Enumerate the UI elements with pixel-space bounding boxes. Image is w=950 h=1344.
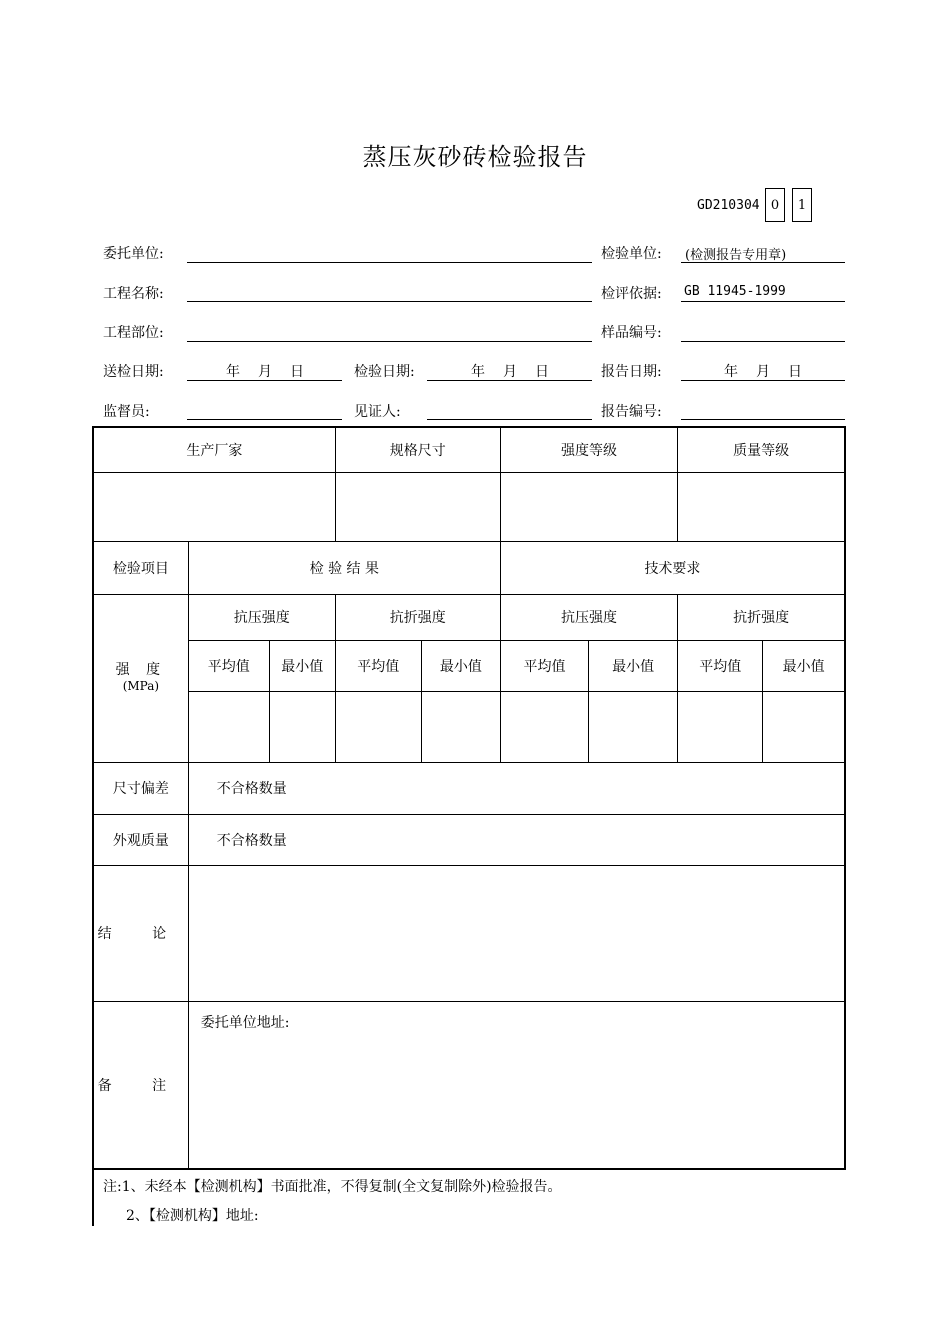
strength-unit: (MPa) (122, 679, 160, 693)
form-code-box-1: 0 (765, 188, 785, 222)
req-compressive-min-cell[interactable] (589, 691, 678, 762)
result-compressive-header: 抗压强度 (188, 594, 335, 640)
basis-value: GB 11945-1999 (684, 284, 786, 299)
result-flexural-header: 抗折强度 (335, 594, 500, 640)
strength-label: 强 度 (115, 662, 167, 678)
send-date-month: 月 (258, 364, 272, 380)
inspection-unit-field[interactable] (681, 262, 845, 263)
sample-no-label: 样品编号: (601, 325, 662, 341)
report-no-label: 报告编号: (601, 404, 662, 420)
footnote-2: 2、【检测机构】地址: (126, 1208, 259, 1224)
test-item-header: 检验项目 (93, 541, 188, 594)
witness-field[interactable] (427, 419, 592, 420)
report-date-field[interactable] (681, 380, 845, 381)
strength-grade-cell[interactable] (500, 472, 677, 541)
req-flexural-header: 抗折强度 (678, 594, 845, 640)
req-compressive-avg-header: 平均值 (500, 640, 588, 691)
form-code-prefix: GD210304 (697, 198, 760, 213)
result-flexural-min-cell[interactable] (421, 691, 500, 762)
manufacturer-cell[interactable] (93, 472, 335, 541)
witness-label: 见证人: (354, 404, 401, 420)
remarks-cell[interactable] (188, 1001, 845, 1169)
result-flexural-avg-cell[interactable] (335, 691, 421, 762)
supervisor-label: 监督员: (103, 404, 150, 420)
footnote-1: 注:1、未经本【检测机构】书面批准，不得复制(全文复制除外)检验报告。 (103, 1179, 562, 1195)
inspection-unit-value: (检测报告专用章) (685, 248, 787, 263)
footnote-margin-line (92, 1170, 94, 1226)
client-address-label: 委托单位地址: (200, 1014, 290, 1031)
report-date-month: 月 (756, 364, 770, 380)
supervisor-field[interactable] (187, 419, 342, 420)
basis-label: 检评依据: (601, 286, 662, 302)
result-compressive-avg-cell[interactable] (188, 691, 269, 762)
report-date-year: 年 (724, 364, 738, 380)
req-flexural-avg-cell[interactable] (678, 691, 763, 762)
send-date-label: 送检日期: (103, 364, 164, 380)
spec-size-cell[interactable] (335, 472, 500, 541)
client-field[interactable] (187, 262, 592, 263)
req-flexural-avg-header: 平均值 (678, 640, 763, 691)
test-result-header: 检 验 结 果 (188, 541, 500, 594)
client-label: 委托单位: (103, 246, 164, 262)
project-part-label: 工程部位: (103, 325, 164, 341)
report-date-label: 报告日期: (601, 364, 662, 380)
page-title: 蒸压灰砂砖检验报告 (362, 143, 588, 171)
inspect-date-label: 检验日期: (354, 364, 415, 380)
spec-size-header: 规格尺寸 (335, 427, 500, 472)
appearance-unqualified-cell[interactable]: 不合格数量 (188, 814, 845, 865)
inspect-date-field[interactable] (427, 380, 592, 381)
result-flexural-avg-header: 平均值 (335, 640, 421, 691)
project-name-field[interactable] (187, 301, 592, 302)
send-date-day: 日 (290, 364, 304, 380)
send-date-year: 年 (226, 364, 240, 380)
inspect-date-day: 日 (535, 364, 549, 380)
project-name-label: 工程名称: (103, 286, 164, 302)
inspection-unit-label: 检验单位: (601, 246, 662, 262)
result-compressive-avg-header: 平均值 (188, 640, 269, 691)
report-table (92, 426, 846, 1170)
result-compressive-min-header: 最小值 (269, 640, 335, 691)
req-compressive-avg-cell[interactable] (500, 691, 588, 762)
inspect-date-month: 月 (503, 364, 517, 380)
appearance-quality-label: 外观质量 (93, 814, 188, 865)
strength-row-label (93, 594, 188, 762)
dimension-deviation-label: 尺寸偏差 (93, 762, 188, 814)
remarks-label: 备 注 (93, 1001, 188, 1169)
result-flexural-min-header: 最小值 (421, 640, 500, 691)
project-part-field[interactable] (187, 341, 592, 342)
send-date-field[interactable] (187, 380, 342, 381)
req-flexural-min-header: 最小值 (763, 640, 845, 691)
quality-grade-cell[interactable] (678, 472, 845, 541)
report-date-day: 日 (788, 364, 802, 380)
dimension-unqualified-cell[interactable]: 不合格数量 (188, 762, 845, 814)
result-compressive-min-cell[interactable] (269, 691, 335, 762)
sample-no-field[interactable] (681, 341, 845, 342)
conclusion-label: 结 论 (93, 865, 188, 1001)
req-flexural-min-cell[interactable] (763, 691, 845, 762)
basis-field[interactable] (681, 301, 845, 302)
tech-requirement-header: 技术要求 (500, 541, 845, 594)
manufacturer-header: 生产厂家 (93, 427, 335, 472)
req-compressive-header: 抗压强度 (500, 594, 677, 640)
req-compressive-min-header: 最小值 (589, 640, 678, 691)
quality-grade-header: 质量等级 (678, 427, 845, 472)
form-code-box-2: 1 (792, 188, 812, 222)
inspect-date-year: 年 (471, 364, 485, 380)
strength-grade-header: 强度等级 (500, 427, 677, 472)
conclusion-cell[interactable] (188, 865, 845, 1001)
report-no-field[interactable] (681, 419, 845, 420)
